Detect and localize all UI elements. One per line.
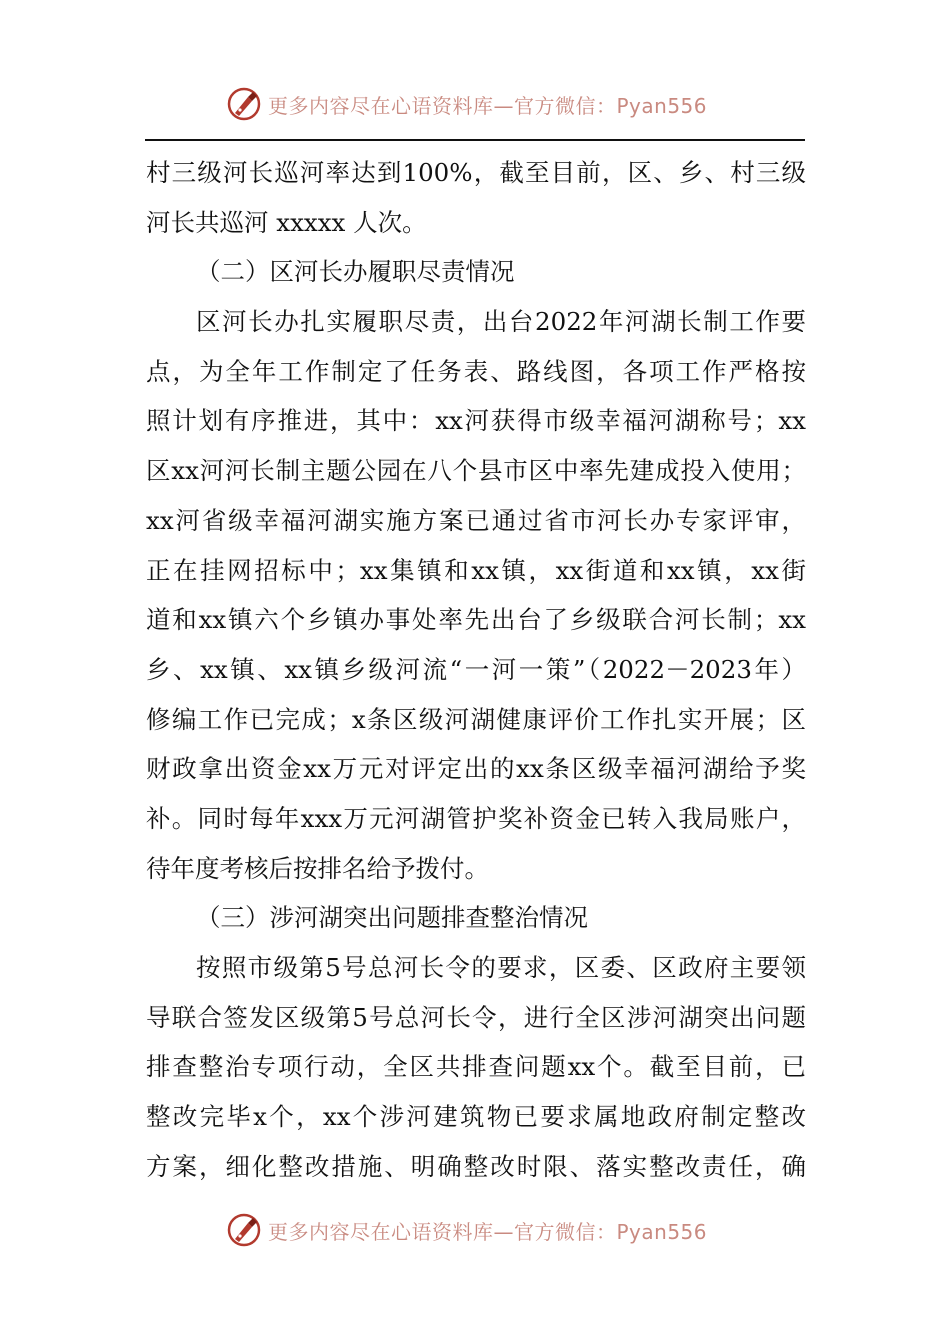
body-line: 整改完毕x个，xx个涉河建筑物已要求属地政府制定整改 xyxy=(146,1102,806,1132)
body-line: xx河省级幸福河湖实施方案已通过省市河长办专家评审， xyxy=(146,505,806,535)
body-line: 道和xx镇六个乡镇办事处率先出台了乡级联合河长制；xx xyxy=(146,605,806,635)
body-line: 照计划有序推进，其中：xx河获得市级幸福河湖称号；xx xyxy=(146,406,806,436)
pen-nib-logo-icon xyxy=(226,86,262,122)
body-line: 财政拿出资金xx万元对评定出的xx条区级幸福河湖给予奖 xyxy=(146,754,806,784)
watermark-text: 更多内容尽在心语资料库—官方微信：Pyan556 xyxy=(268,93,708,118)
footer-watermark xyxy=(226,1210,707,1250)
body-line: 按照市级第5号总河长令的要求，区委、区政府主要领 xyxy=(196,953,806,982)
header-watermark xyxy=(226,84,707,124)
header-divider xyxy=(145,139,805,141)
body-line: 修编工作已完成；x条区级河湖健康评价工作扎实开展；区 xyxy=(146,704,806,734)
watermark-text: 更多内容尽在心语资料库—官方微信：Pyan556 xyxy=(268,1219,708,1244)
body-line: 正在挂网招标中；xx集镇和xx镇，xx街道和xx镇，xx街 xyxy=(146,555,806,585)
body-line: 乡、xx镇、xx镇乡级河流“一河一策”（2022－2023年） xyxy=(146,654,806,684)
body-line: 补。同时每年xxx万元河湖管护奖补资金已转入我局账户， xyxy=(146,803,806,833)
body-line: 方案，细化整改措施、明确整改时限、落实整改责任，确 xyxy=(146,1151,806,1181)
section-heading: （三）涉河湖突出问题排查整治情况 xyxy=(196,903,588,933)
body-line: 村三级河长巡河率达到100%，截至目前，区、乡、村三级 xyxy=(146,158,806,187)
body-line: 区河长办扎实履职尽责，出台2022年河湖长制工作要 xyxy=(196,307,806,337)
body-line: 待年度考核后按排名给予拨付。 xyxy=(146,853,489,883)
document-body xyxy=(146,148,806,1191)
body-line: 区xx河河长制主题公园在八个县市区中率先建成投入使用； xyxy=(146,456,806,486)
body-line: 导联合签发区级第5号总河长令，进行全区涉河湖突出问题 xyxy=(146,1002,806,1032)
section-heading: （二）区河长办履职尽责情况 xyxy=(196,257,515,287)
body-line: 排查整治专项行动，全区共排查问题xx个。截至目前，已 xyxy=(146,1052,806,1082)
body-line: 河长共巡河 xxxxx 人次。 xyxy=(146,207,427,237)
body-line: 点，为全年工作制定了任务表、路线图，各项工作严格按 xyxy=(146,356,806,386)
pen-nib-logo-icon xyxy=(226,1212,262,1248)
